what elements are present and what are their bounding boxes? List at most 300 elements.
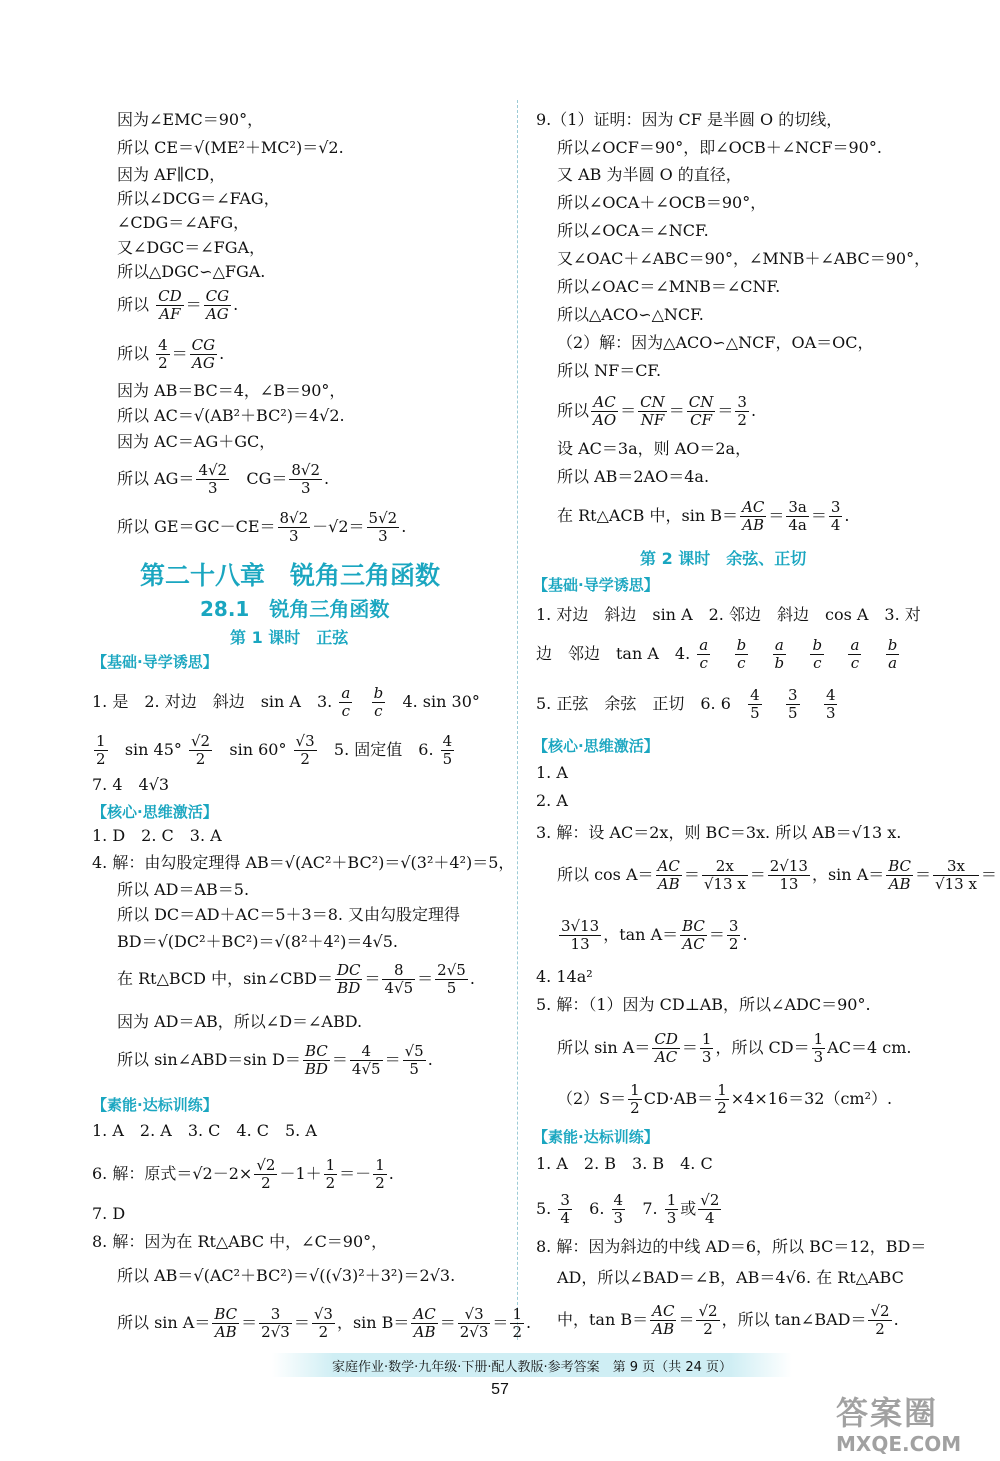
numerator: 8 — [382, 962, 415, 980]
text-span: －1＋ — [279, 1164, 322, 1183]
section-tag: 【核心·思维激活】 — [533, 737, 659, 755]
numerator: 1 — [813, 1030, 824, 1048]
text-span: ，所以 CD＝ — [715, 1038, 810, 1057]
text-line: 1. D 2. C 3. A — [92, 826, 222, 845]
numerator: 4 — [442, 732, 453, 750]
text-line: 所以 NF＝CF. — [557, 361, 662, 380]
numerator: CN — [640, 393, 665, 411]
text-span: ＝ — [980, 865, 997, 884]
denominator: 13 — [570, 935, 590, 953]
denominator: c — [374, 702, 383, 720]
numerator: 3√13 — [561, 917, 600, 935]
text-line: 1. A 2. A 3. C 4. C 5. A — [92, 1121, 317, 1140]
denominator: 2 — [300, 750, 310, 768]
text-span: （2）S＝ — [557, 1089, 627, 1108]
text-span: 所以 — [117, 295, 150, 314]
fraction — [650, 1303, 676, 1338]
numerator: 3 — [830, 498, 841, 516]
numerator: √2 — [256, 1156, 276, 1174]
text-line: 因为 AF∥CD， — [117, 165, 226, 184]
fraction — [510, 1306, 524, 1341]
text-span: 在 Rt△BCD 中，sin∠CBD＝ — [117, 969, 333, 988]
fraction — [829, 499, 843, 534]
fraction — [350, 1043, 383, 1078]
fraction — [812, 1031, 826, 1066]
text-span: CD·AB＝ — [643, 1089, 714, 1108]
text-span: 所以 AG＝ — [117, 469, 195, 488]
text-span: 5. 固定值 6. — [333, 740, 434, 759]
denominator: AB — [413, 1323, 436, 1341]
text-line: 所以∠OCA＝∠NCF. — [557, 221, 709, 240]
text-line: 9.（1）证明：因为 CF 是半圆 O 的切线， — [536, 110, 843, 129]
text-span: CG＝ — [246, 469, 288, 488]
numerator: √3 — [313, 1305, 333, 1323]
answer-line — [536, 637, 901, 672]
text-span: sin 60° — [229, 740, 287, 759]
numerator: 4 — [158, 336, 168, 354]
equation-line: 中，tan B＝ $\frac{AC}{AB}$ ＝ $\frac{√2}{2}$ ，所以 tan∠BAD＝ $\frac{√2}{2}$ . — [557, 1302, 899, 1338]
numerator: √3 — [458, 1306, 491, 1324]
denominator: 4a — [788, 516, 807, 534]
text-line: 3. 解：设 AC＝2x，则 BC＝3x. 所以 AB＝√13 x. — [536, 823, 902, 842]
text-line: 所以∠OAC＝∠MNB＝∠CNF. — [557, 277, 781, 296]
denominator: 2√3 — [261, 1323, 290, 1341]
fraction — [259, 1306, 292, 1341]
equation-line: 所以 $\frac{4}{2}$ ＝ $\frac{CG}{AG}$ . — [117, 336, 225, 372]
numerator: √2 — [870, 1302, 890, 1320]
numerator: CN — [688, 393, 714, 411]
fraction — [558, 1192, 572, 1227]
fraction — [435, 962, 468, 997]
text-line: 1. 对边 斜边 sin A 2. 邻边 斜边 cos A 3. 对 — [536, 605, 921, 624]
text-line: 所以∠DCG＝∠FAG， — [117, 189, 280, 208]
denominator: 2 — [737, 411, 747, 429]
fraction — [665, 1192, 679, 1227]
numerator: 1 — [701, 1030, 712, 1048]
numerator: 1 — [325, 1156, 336, 1174]
fraction — [735, 394, 749, 429]
numerator: b — [736, 636, 747, 654]
text-span: －√2＝ — [312, 517, 365, 536]
denominator: 2 — [375, 1174, 385, 1192]
text-line: 8. 解：因为在 Rt△ABC 中，∠C＝90°， — [92, 1232, 388, 1251]
numerator: CG — [191, 336, 216, 354]
text-span: ，tan A＝ — [603, 925, 679, 944]
text-line: 7. D — [92, 1204, 126, 1223]
numerator: AC — [652, 1302, 675, 1320]
numerator: 1 — [666, 1191, 677, 1209]
numerator: 4 — [825, 686, 836, 704]
numerator: BC — [303, 1043, 330, 1061]
numerator: AC — [413, 1305, 436, 1323]
fraction — [94, 733, 108, 768]
text-line: 因为 AC＝AG＋GC， — [117, 432, 276, 451]
footer-text: 家庭作业·数学·九年级·下册·配人教版·参考答案 第 9 页（共 24 页） — [331, 1360, 732, 1375]
text-span: ，所以 tan∠BAD＝ — [721, 1310, 867, 1329]
numerator: 2√5 — [437, 961, 466, 979]
fraction — [628, 1082, 642, 1117]
denominator: CF — [690, 411, 713, 429]
numerator: √5 — [404, 1042, 424, 1060]
fraction — [254, 1157, 277, 1192]
equation-line: 所以 GE＝GC－CE＝ $\frac{8√2}{3}$ －√2＝ $\frac{5√2}{3}$ . — [117, 509, 407, 545]
text-line: 又∠OAC＋∠ABC＝90°，∠MNB＋∠ABC＝90°， — [557, 249, 931, 268]
watermark-logo — [836, 1388, 986, 1454]
text-line: 4. 解：由勾股定理得 AB＝√(AC²＋BC²)＝√(3²＋4²)＝5， — [92, 853, 515, 872]
denominator: 2 — [325, 1174, 336, 1192]
denominator: BD — [304, 1060, 328, 1078]
numerator: 1 — [375, 1156, 385, 1174]
fraction — [698, 1192, 721, 1227]
denominator: AB — [657, 875, 680, 893]
text-span: ＝－ — [339, 1164, 372, 1183]
fraction — [735, 637, 749, 672]
column-divider — [517, 100, 518, 1340]
numerator: AC — [657, 857, 680, 875]
text-span: 或 — [680, 1199, 697, 1218]
text-line: 因为 AB＝BC＝4，∠B＝90°， — [117, 381, 346, 400]
numerator: b — [812, 636, 823, 654]
watermark-text: 答案圈 — [836, 1394, 939, 1432]
text-line: 所以 AD＝AB＝5. — [117, 880, 250, 899]
equation-line: 所以 $\frac{CD}{AF}$ ＝ $\frac{CG}{AG}$ . — [117, 287, 239, 323]
denominator: AG — [205, 305, 229, 323]
text-span: 6. — [589, 1199, 605, 1218]
denominator: 4 — [560, 1209, 570, 1227]
denominator: c — [699, 654, 708, 672]
numerator: 1 — [512, 1305, 522, 1323]
text-line: 设 AC＝3a，则 AO＝2a， — [557, 439, 752, 458]
text-line: 所以 AB＝√(AC²＋BC²)＝√((√3)²＋3²)＝2√3. — [117, 1266, 456, 1285]
denominator: 4√5 — [384, 979, 414, 997]
numerator: 4 — [613, 1191, 624, 1209]
fraction — [204, 288, 231, 323]
text-line: 5. 解：（1）因为 CD⊥AB，所以∠ADC＝90°. — [536, 995, 871, 1014]
fraction — [278, 510, 311, 545]
numerator: 8√2 — [291, 461, 321, 479]
text-span: 所以 sin A＝ — [557, 1038, 651, 1057]
answer-line — [92, 685, 480, 720]
fraction — [768, 858, 810, 893]
fraction — [189, 733, 212, 768]
equation-line: 在 Rt△BCD 中，sin∠CBD＝ $\frac{DC}{BD}$ ＝ $\frac{8}{4√5}$ ＝ $\frac{2√5}{5}$ . — [117, 961, 475, 997]
denominator: AB — [742, 516, 765, 534]
denominator: a — [888, 654, 898, 672]
text-line: 2. A — [536, 791, 568, 810]
fraction — [324, 1157, 338, 1192]
denominator: √13 x — [703, 875, 746, 893]
denominator: c — [341, 702, 351, 720]
chapter-title: 第二十八章 锐角三角函数 — [140, 561, 441, 590]
lesson-title: 第 2 课时 余弦、正切 — [640, 549, 807, 568]
fraction — [696, 1303, 719, 1338]
numerator: 1 — [717, 1081, 727, 1099]
page-number: 57 — [491, 1381, 509, 1398]
numerator: 4 — [750, 686, 760, 704]
text-span: 7. — [642, 1199, 658, 1218]
text-line: 又∠DGC＝∠FGA， — [117, 238, 266, 257]
numerator: BC — [682, 917, 705, 935]
text-line: 4. 14a² — [536, 967, 593, 986]
denominator: 2 — [630, 1099, 640, 1117]
text-line: 所以 DC＝AD＋AC＝5＋3＝8. 又由勾股定理得 — [117, 905, 461, 924]
numerator: b — [887, 636, 898, 654]
section-title: 28.1 锐角三角函数 — [200, 597, 390, 621]
equation-line: 所以 cos A＝ $\frac{AC}{AB}$ ＝ $\frac{2x}{√13 x}$ ＝ $\frac{2√13}{13}$ ，sin A＝ $\frac{BC}{AB}$ ＝ $\frac{3x}{√13 x}$ ＝ — [557, 857, 997, 893]
text-span: ，sin A＝ — [811, 865, 885, 884]
watermark-url: MXQE.COM — [836, 1432, 962, 1456]
text-line: BD＝√(DC²＋BC²)＝√(8²＋4²)＝4√5. — [117, 932, 398, 951]
numerator: 1 — [630, 1081, 640, 1099]
denominator: 2 — [875, 1320, 885, 1338]
denominator: 3 — [289, 527, 299, 545]
fraction — [196, 462, 229, 497]
text-span: 中，tan B＝ — [557, 1310, 649, 1329]
text-span: 所以 cos A＝ — [557, 865, 654, 884]
text-span: 6. 解：原式＝√2－2× — [92, 1164, 253, 1183]
answer-line — [92, 733, 456, 768]
text-line: 所以∠OCF＝90°，即∠OCB＋∠NCF＝90°. — [557, 138, 882, 157]
fraction — [715, 1082, 729, 1117]
text-span: 4. sin 30° — [402, 692, 480, 711]
fraction — [190, 337, 217, 372]
section-tag: 【素能·达标训练】 — [92, 1096, 218, 1114]
text-line: 1. A 2. B 3. B 4. C — [536, 1154, 713, 1173]
fraction — [312, 1306, 335, 1341]
fraction — [638, 394, 667, 429]
denominator: 3 — [378, 527, 388, 545]
denominator: 13 — [779, 875, 799, 893]
fraction — [372, 685, 386, 720]
denominator: 3 — [813, 1048, 824, 1066]
equation-line: 所以 AG＝ $\frac{4√2}{3}$ CG＝ $\frac{8√2}{3}$ . — [117, 461, 330, 497]
numerator: 2x — [702, 858, 748, 876]
text-span: 所以 sin∠ABD＝sin D＝ — [117, 1050, 301, 1069]
text-span: 5. 正弦 余弦 正切 6. 6 — [536, 694, 731, 713]
text-line: 所以∠OCA＋∠OCB＝90°， — [557, 193, 767, 212]
equation-line: 在 Rt△ACB 中，sin B＝ $\frac{AC}{AB}$ ＝ $\frac{3a}{4a}$ ＝ $\frac{3}{4}$ . — [557, 498, 850, 534]
denominator: AB — [214, 1323, 237, 1341]
fraction — [933, 858, 979, 893]
equation-line: 所以 sin A＝ $\frac{BC}{AB}$ ＝ $\frac{3}{2√3}$ ＝ $\frac{√3}{2}$ ，sin B＝ $\frac{AC}{AB}$ ＝ $\frac{√3}{2√3}$ ＝ $\frac{1}{2}$ . — [117, 1305, 532, 1341]
denominator: 2 — [318, 1323, 329, 1341]
text-span: 所以 — [557, 401, 590, 420]
denominator: AF — [159, 305, 181, 323]
fraction — [441, 733, 455, 768]
text-line: 因为∠EMC＝90°， — [117, 110, 264, 129]
section-tag: 【素能·达标训练】 — [533, 1128, 659, 1146]
fraction — [697, 637, 710, 672]
fraction — [294, 733, 317, 768]
denominator: c — [813, 654, 822, 672]
footer-band — [272, 1353, 792, 1377]
text-span: 所以 sin A＝ — [117, 1313, 211, 1332]
numerator: 3 — [737, 393, 747, 411]
denominator: 2 — [261, 1174, 271, 1192]
equation-line: $\frac{3√13}{13}$ ，tan A＝ $\frac{BC}{AC}$ ＝ $\frac{3}{2}$ . — [561, 917, 748, 953]
fraction — [652, 1031, 680, 1066]
denominator: √13 x — [935, 875, 977, 893]
denominator: c — [850, 654, 860, 672]
fraction — [156, 337, 170, 372]
text-span: sin 45° — [124, 740, 182, 759]
numerator: BC — [214, 1305, 238, 1323]
answer-line — [536, 1192, 723, 1227]
fraction — [702, 858, 748, 893]
numerator: √2 — [700, 1191, 720, 1209]
fraction — [848, 637, 861, 672]
denominator: 3 — [207, 479, 218, 497]
numerator: 1 — [96, 732, 106, 750]
fraction — [382, 962, 415, 997]
numerator: 3 — [560, 1191, 570, 1209]
text-line: 所以△ACO∽△NCF. — [557, 305, 704, 324]
denominator: 3 — [825, 704, 836, 722]
denominator: BD — [337, 979, 361, 997]
denominator: 5 — [442, 750, 453, 768]
text-span: 所以 — [117, 344, 150, 363]
fraction — [403, 1043, 426, 1078]
denominator: AC — [682, 935, 705, 953]
numerator: AC — [591, 394, 618, 412]
numerator: 3 — [728, 917, 739, 935]
fraction — [687, 394, 716, 429]
denominator: AC — [654, 1048, 678, 1066]
fraction — [212, 1306, 239, 1341]
numerator: √2 — [698, 1302, 718, 1320]
numerator: CD — [654, 1030, 678, 1048]
text-span: 5. — [536, 1199, 552, 1218]
denominator: NF — [640, 411, 665, 429]
text-line: 所以 CE＝√(ME²＋MC²)＝√2. — [117, 138, 344, 157]
denominator: 2 — [195, 750, 206, 768]
fraction — [156, 288, 184, 323]
denominator: AG — [191, 354, 215, 372]
fraction — [303, 1043, 330, 1078]
denominator: AO — [593, 411, 617, 429]
denominator: 2 — [728, 935, 739, 953]
denominator: 5 — [446, 979, 457, 997]
equation-line: 所以 sin∠ABD＝sin D＝ $\frac{BC}{BD}$ ＝ $\frac{4}{4√5}$ ＝ $\frac{√5}{5}$ . — [117, 1042, 433, 1078]
numerator: √3 — [295, 732, 315, 750]
denominator: AB — [652, 1320, 675, 1338]
denominator: 4 — [830, 516, 841, 534]
fraction — [727, 918, 741, 953]
section-tag: 【基础·导学诱思】 — [533, 576, 659, 594]
text-line: 所以△DGC∽△FGA. — [117, 262, 266, 281]
fraction — [458, 1306, 491, 1341]
lesson-title: 第 1 课时 正弦 — [230, 628, 349, 647]
numerator: a — [850, 636, 860, 654]
equation-line: 所以 sin A＝ $\frac{CD}{AC}$ ＝ $\frac{1}{3}$ ，所以 CD＝ $\frac{1}{3}$ AC＝4 cm. — [557, 1030, 912, 1066]
denominator: 2 — [158, 354, 168, 372]
equation-line: 所以 $\frac{AC}{AO}$ ＝ $\frac{CN}{NF}$ ＝ $\frac{CN}{CF}$ ＝ $\frac{3}{2}$ . — [557, 393, 757, 429]
denominator: 2√3 — [459, 1323, 489, 1341]
numerator: 4 — [350, 1043, 383, 1061]
fraction — [591, 394, 618, 429]
fraction — [886, 858, 913, 893]
fraction — [824, 687, 838, 722]
fraction — [411, 1306, 437, 1341]
numerator: a — [341, 684, 351, 702]
fraction — [656, 858, 682, 893]
text-line: 所以 AC＝√(AB²＋BC²)＝4√2. — [117, 406, 345, 425]
section-tag: 【核心·思维激活】 — [92, 803, 218, 821]
text-span: ×4×16＝32（cm²）. — [730, 1089, 893, 1108]
text-span: 边 邻边 tan A 4. — [536, 644, 691, 663]
numerator: AC — [742, 498, 765, 516]
numerator: 2√13 — [769, 857, 808, 875]
denominator: 5 — [750, 704, 760, 722]
fraction — [786, 499, 809, 534]
fraction — [786, 687, 800, 722]
numerator: 3 — [259, 1306, 292, 1324]
fraction — [367, 510, 400, 545]
numerator: BC — [888, 857, 912, 875]
denominator: 2 — [512, 1323, 522, 1341]
numerator: √2 — [190, 732, 211, 750]
numerator: 8√2 — [279, 509, 309, 527]
text-span: AC＝4 cm. — [827, 1038, 912, 1057]
equation-line: 6. 解：原式＝√2－2× $\frac{√2}{2}$ －1＋ $\frac{1}{2}$ ＝－ $\frac{1}{2}$ . — [92, 1156, 394, 1192]
fraction — [773, 637, 787, 672]
fraction — [289, 462, 322, 497]
text-line: 7. 4 4√3 — [92, 775, 170, 794]
numerator: a — [699, 636, 709, 654]
denominator: 3 — [666, 1209, 677, 1227]
fraction — [373, 1157, 387, 1192]
text-span: ，sin B＝ — [336, 1313, 410, 1332]
denominator: c — [737, 654, 746, 672]
numerator: 3a — [788, 498, 807, 516]
numerator: 4√2 — [198, 461, 228, 479]
fraction — [335, 962, 363, 997]
text-span: 在 Rt△ACB 中，sin B＝ — [557, 506, 738, 525]
text-line: （2）解：因为△ACO∽△NCF，OA＝OC， — [557, 333, 874, 352]
fraction — [886, 637, 900, 672]
fraction — [680, 918, 707, 953]
text-line: 因为 AD＝AB，所以∠D＝∠ABD. — [117, 1012, 363, 1031]
denominator: 2 — [717, 1099, 727, 1117]
denominator: 4√5 — [351, 1060, 381, 1078]
denominator: 4 — [705, 1209, 715, 1227]
denominator: 2 — [703, 1320, 713, 1338]
denominator: 5 — [409, 1060, 419, 1078]
text-line: 所以 AB＝2AO＝4a. — [557, 467, 710, 486]
text-line: 1. A — [536, 763, 568, 782]
numerator: CG — [205, 287, 230, 305]
fraction — [748, 687, 762, 722]
denominator: 3 — [613, 1209, 624, 1227]
numerator: DC — [336, 961, 361, 979]
fraction — [559, 918, 601, 953]
text-line: ∠CDG＝∠AFG， — [117, 213, 250, 232]
text-line: AD，所以∠BAD＝∠B，AB＝4√6. 在 Rt△ABC — [557, 1268, 904, 1287]
text-line: 8. 解：因为斜边的中线 AD＝6，所以 BC＝12，BD＝ — [536, 1237, 927, 1256]
section-tag: 【基础·导学诱思】 — [92, 653, 218, 671]
answer-line — [536, 687, 839, 722]
fraction — [810, 637, 824, 672]
numerator: 3x — [933, 858, 979, 876]
equation-line — [557, 1082, 892, 1117]
denominator: 5 — [788, 704, 798, 722]
numerator: 5√2 — [368, 509, 398, 527]
fraction — [339, 685, 352, 720]
fraction — [700, 1031, 714, 1066]
denominator: 3 — [300, 479, 311, 497]
text-span: 所以 GE＝GC－CE＝ — [117, 517, 276, 536]
numerator: 3 — [788, 686, 798, 704]
